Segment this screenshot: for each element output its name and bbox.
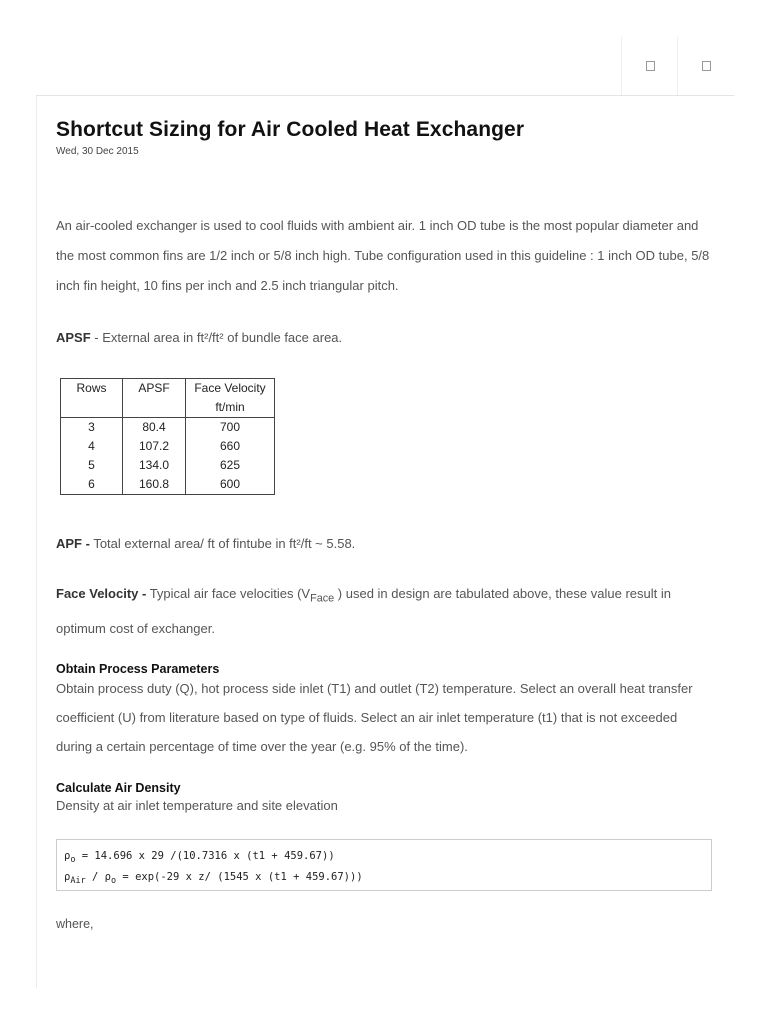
rho-symbol: ρ	[64, 870, 71, 883]
process-heading: Obtain Process Parameters	[56, 661, 220, 676]
table-header-row	[61, 379, 275, 418]
fv-desc-1: Typical air face velocities (V	[146, 586, 311, 601]
post-date: Wed, 30 Dec 2015	[56, 146, 139, 157]
air-density-heading: Calculate Air Density	[56, 780, 181, 795]
table-cell: 134.0	[123, 456, 186, 475]
apf-desc: Total external area/ ft of fintube in ft²/ft ~ 5.58.	[89, 536, 356, 551]
apf-definition	[56, 529, 716, 559]
apsf-desc: - External area in ft²/ft² of bundle face area.	[90, 330, 343, 345]
square-icon	[702, 61, 711, 71]
table-cell: 600	[186, 475, 275, 495]
table-cell: 6	[61, 475, 123, 495]
table-header: APSF	[123, 379, 186, 418]
where-text: where,	[56, 916, 94, 931]
apsf-table	[60, 378, 275, 495]
table-cell: 660	[186, 437, 275, 456]
toolbar-button-2[interactable]	[677, 37, 734, 95]
table-header: Face Velocity ft/min	[186, 379, 275, 418]
header-divider	[36, 95, 734, 96]
formula-line-1	[64, 848, 704, 869]
apsf-term: APSF	[56, 330, 91, 345]
formula-box	[56, 839, 712, 891]
formula-text: = 14.696 x 29 /(10.7316 x (t1 + 459.67))	[75, 849, 335, 862]
table-row	[61, 418, 275, 438]
table-row	[61, 475, 275, 495]
article	[56, 118, 716, 931]
square-icon	[646, 61, 655, 71]
table-row	[61, 456, 275, 475]
page-title: Shortcut Sizing for Air Cooled Heat Exchanger	[56, 118, 525, 141]
apf-term: APF -	[56, 536, 90, 551]
table-cell: 107.2	[123, 437, 186, 456]
table-cell: 3	[61, 418, 123, 438]
toolbar-button-1[interactable]	[621, 37, 678, 95]
table-cell: 160.8	[123, 475, 186, 495]
intro-paragraph: An air-cooled exchanger is used to cool fluids with ambient air. 1 inch OD tube is the most popular diameter and the most common fins are 1/2 inch or 5/8 inch high. Tube configuration used in this guideline : 1 inch OD tube, 5/8 inch fin height, 10 fins per inch and 2.5 inch triangular pitch.	[56, 218, 710, 293]
formula-sub: o	[70, 854, 76, 865]
fv-term: Face Velocity -	[56, 586, 147, 601]
content-border	[36, 96, 37, 988]
apsf-definition	[56, 323, 716, 353]
rho-symbol: ρ	[64, 849, 71, 862]
fv-sub: Face	[310, 592, 335, 605]
table-cell: 4	[61, 437, 123, 456]
formula-line-2	[64, 869, 704, 890]
formula-text: = exp(-29 x z/ (1545 x (t1 + 459.67)))	[116, 870, 363, 883]
table-cell: 700	[186, 418, 275, 438]
process-paragraph: Obtain process duty (Q), hot process side inlet (T1) and outlet (T2) temperature. Select an overall heat transfer coefficient (U) from literature based on type of fluids. Select an air inlet temperature (t1) that is not exceeded during a certain percentage of time over the year (e.g. 95% of the time).	[56, 680, 693, 754]
table-cell: 625	[186, 456, 275, 475]
air-density-paragraph: Density at air inlet temperature and site elevation	[56, 797, 338, 813]
table-cell: 80.4	[123, 418, 186, 438]
fv-desc-2: ) used in design are tabulated above, these value result in optimum cost of exchanger.	[56, 586, 671, 636]
formula-sub: Air	[70, 875, 86, 886]
face-velocity-definition	[56, 579, 716, 644]
table-cell: 5	[61, 456, 123, 475]
formula-sub: o	[110, 875, 117, 886]
formula-text: / ρ	[85, 870, 111, 883]
table-header: Rows	[61, 379, 123, 418]
table-row	[61, 437, 275, 456]
